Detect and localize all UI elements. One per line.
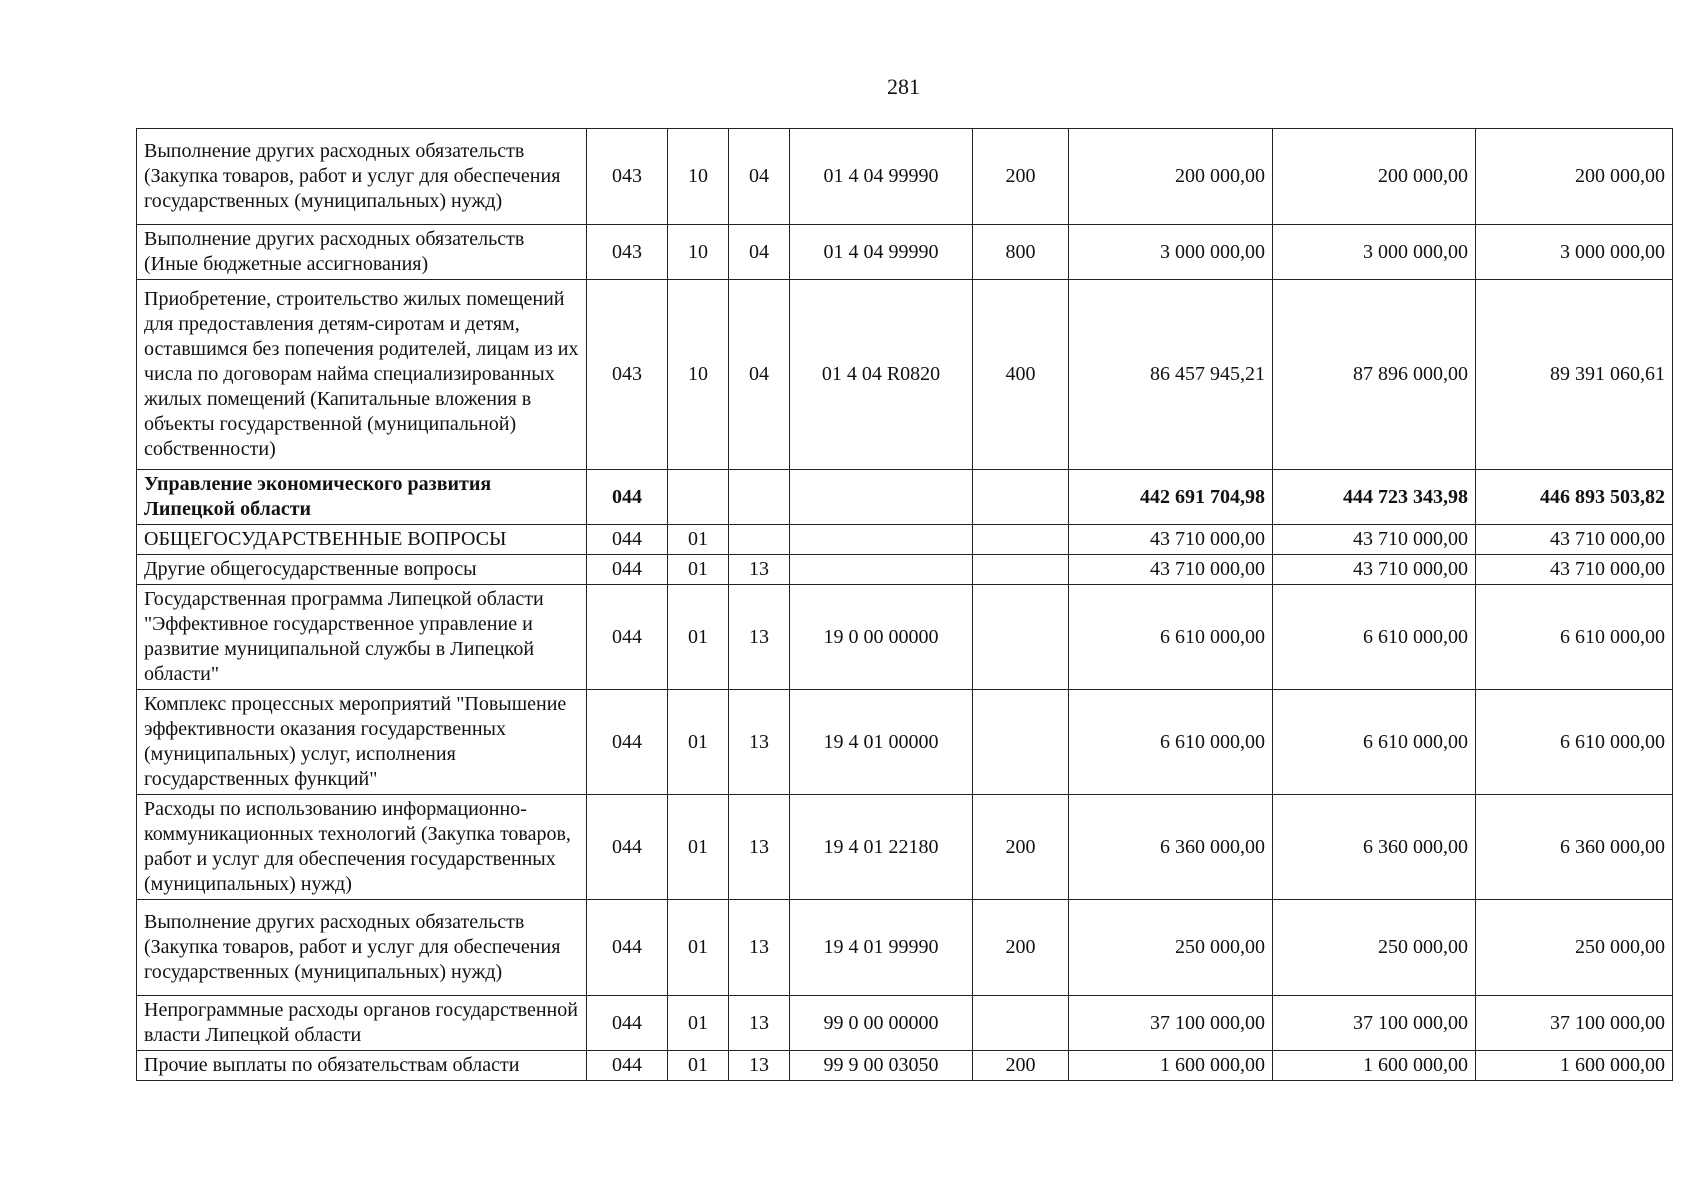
row-department-code: 044 bbox=[587, 585, 668, 690]
row-department-code: 043 bbox=[587, 280, 668, 470]
row-expense-type-code: 200 bbox=[973, 1051, 1069, 1081]
row-subsection-code: 13 bbox=[729, 1051, 790, 1081]
row-expense-type-code bbox=[973, 585, 1069, 690]
row-amount-year3: 43 710 000,00 bbox=[1476, 555, 1673, 585]
row-section-code: 10 bbox=[668, 280, 729, 470]
row-amount-year3: 6 610 000,00 bbox=[1476, 585, 1673, 690]
row-name: Выполнение других расходных обязательств (Закупка товаров, работ и услуг для обеспечения государственных (муниципальных) нужд) bbox=[137, 900, 587, 996]
row-department-code: 044 bbox=[587, 996, 668, 1051]
row-amount-year3: 6 360 000,00 bbox=[1476, 795, 1673, 900]
row-target-article-code: 19 4 01 00000 bbox=[790, 690, 973, 795]
row-name: Государственная программа Липецкой области "Эффективное государственное управление и развитие муниципальной службы в Липецкой области" bbox=[137, 585, 587, 690]
row-amount-year3: 89 391 060,61 bbox=[1476, 280, 1673, 470]
row-amount-year1: 3 000 000,00 bbox=[1069, 225, 1273, 280]
row-name: Расходы по использованию информационно-коммуникационных технологий (Закупка товаров, работ и услуг для обеспечения государственных (муниципальных) нужд) bbox=[137, 795, 587, 900]
row-amount-year1: 442 691 704,98 bbox=[1069, 470, 1273, 525]
table-row bbox=[137, 795, 1673, 900]
row-section-code: 01 bbox=[668, 585, 729, 690]
row-amount-year3: 6 610 000,00 bbox=[1476, 690, 1673, 795]
row-amount-year1: 1 600 000,00 bbox=[1069, 1051, 1273, 1081]
row-name: Приобретение, строительство жилых помещений для предоставления детям-сиротам и детям, оставшимся без попечения родителей, лицам из их числа по договорам найма специализированных жилых помещений (Капитальные вложения в объекты государственной (муниципальной) собственности) bbox=[137, 280, 587, 470]
row-expense-type-code bbox=[973, 470, 1069, 525]
row-amount-year1: 6 610 000,00 bbox=[1069, 585, 1273, 690]
row-expense-type-code bbox=[973, 996, 1069, 1051]
row-expense-type-code: 400 bbox=[973, 280, 1069, 470]
row-department-code: 044 bbox=[587, 525, 668, 555]
row-department-code: 044 bbox=[587, 555, 668, 585]
table-row bbox=[137, 900, 1673, 996]
row-amount-year2: 43 710 000,00 bbox=[1273, 525, 1476, 555]
row-section-code: 01 bbox=[668, 795, 729, 900]
row-expense-type-code: 200 bbox=[973, 900, 1069, 996]
row-amount-year2: 43 710 000,00 bbox=[1273, 555, 1476, 585]
row-name: Другие общегосударственные вопросы bbox=[137, 555, 587, 585]
row-amount-year1: 86 457 945,21 bbox=[1069, 280, 1273, 470]
row-amount-year3: 446 893 503,82 bbox=[1476, 470, 1673, 525]
row-expense-type-code bbox=[973, 525, 1069, 555]
row-amount-year1: 43 710 000,00 bbox=[1069, 555, 1273, 585]
row-name: Непрограммные расходы органов государственной власти Липецкой области bbox=[137, 996, 587, 1051]
row-amount-year2: 6 360 000,00 bbox=[1273, 795, 1476, 900]
row-department-code: 043 bbox=[587, 225, 668, 280]
row-subsection-code: 04 bbox=[729, 280, 790, 470]
row-department-code: 043 bbox=[587, 129, 668, 225]
row-target-article-code: 99 0 00 00000 bbox=[790, 996, 973, 1051]
row-expense-type-code: 800 bbox=[973, 225, 1069, 280]
row-amount-year3: 250 000,00 bbox=[1476, 900, 1673, 996]
row-amount-year1: 250 000,00 bbox=[1069, 900, 1273, 996]
row-name: Выполнение других расходных обязательств (Закупка товаров, работ и услуг для обеспечения государственных (муниципальных) нужд) bbox=[137, 129, 587, 225]
row-amount-year1: 6 610 000,00 bbox=[1069, 690, 1273, 795]
row-amount-year2: 250 000,00 bbox=[1273, 900, 1476, 996]
table-row bbox=[137, 225, 1673, 280]
row-target-article-code: 19 4 01 99990 bbox=[790, 900, 973, 996]
table-row bbox=[137, 280, 1673, 470]
row-target-article-code: 99 9 00 03050 bbox=[790, 1051, 973, 1081]
row-subsection-code: 04 bbox=[729, 225, 790, 280]
row-amount-year2: 444 723 343,98 bbox=[1273, 470, 1476, 525]
row-department-code: 044 bbox=[587, 470, 668, 525]
row-amount-year1: 6 360 000,00 bbox=[1069, 795, 1273, 900]
row-subsection-code: 13 bbox=[729, 900, 790, 996]
row-name: Выполнение других расходных обязательств (Иные бюджетные ассигнования) bbox=[137, 225, 587, 280]
row-amount-year1: 37 100 000,00 bbox=[1069, 996, 1273, 1051]
row-amount-year3: 1 600 000,00 bbox=[1476, 1051, 1673, 1081]
row-target-article-code: 01 4 04 R0820 bbox=[790, 280, 973, 470]
row-subsection-code: 13 bbox=[729, 996, 790, 1051]
row-target-article-code bbox=[790, 470, 973, 525]
row-subsection-code: 13 bbox=[729, 690, 790, 795]
row-expense-type-code: 200 bbox=[973, 129, 1069, 225]
row-section-code: 10 bbox=[668, 129, 729, 225]
row-department-code: 044 bbox=[587, 795, 668, 900]
row-department-code: 044 bbox=[587, 690, 668, 795]
table-row bbox=[137, 690, 1673, 795]
row-section-code: 01 bbox=[668, 1051, 729, 1081]
row-section-code bbox=[668, 470, 729, 525]
row-subsection-code: 13 bbox=[729, 585, 790, 690]
row-target-article-code bbox=[790, 525, 973, 555]
row-section-code: 01 bbox=[668, 900, 729, 996]
table-row bbox=[137, 1051, 1673, 1081]
row-target-article-code bbox=[790, 555, 973, 585]
table-body bbox=[137, 129, 1673, 1081]
row-subsection-code bbox=[729, 470, 790, 525]
row-expense-type-code bbox=[973, 690, 1069, 795]
row-amount-year2: 1 600 000,00 bbox=[1273, 1051, 1476, 1081]
row-amount-year2: 87 896 000,00 bbox=[1273, 280, 1476, 470]
row-subsection-code: 13 bbox=[729, 795, 790, 900]
table-row bbox=[137, 525, 1673, 555]
row-subsection-code: 04 bbox=[729, 129, 790, 225]
row-amount-year2: 37 100 000,00 bbox=[1273, 996, 1476, 1051]
row-expense-type-code bbox=[973, 555, 1069, 585]
row-target-article-code: 01 4 04 99990 bbox=[790, 225, 973, 280]
table-row bbox=[137, 129, 1673, 225]
row-amount-year1: 200 000,00 bbox=[1069, 129, 1273, 225]
row-subsection-code bbox=[729, 525, 790, 555]
row-department-code: 044 bbox=[587, 900, 668, 996]
row-amount-year3: 43 710 000,00 bbox=[1476, 525, 1673, 555]
table-row bbox=[137, 585, 1673, 690]
table-row bbox=[137, 470, 1673, 525]
row-subsection-code: 13 bbox=[729, 555, 790, 585]
row-section-code: 01 bbox=[668, 996, 729, 1051]
row-section-code: 01 bbox=[668, 525, 729, 555]
row-target-article-code: 01 4 04 99990 bbox=[790, 129, 973, 225]
row-section-code: 10 bbox=[668, 225, 729, 280]
row-amount-year2: 6 610 000,00 bbox=[1273, 690, 1476, 795]
page-number: 281 bbox=[887, 74, 920, 99]
row-name: Управление экономического развития Липецкой области bbox=[137, 470, 587, 525]
row-amount-year2: 200 000,00 bbox=[1273, 129, 1476, 225]
table-row bbox=[137, 996, 1673, 1051]
row-amount-year2: 3 000 000,00 bbox=[1273, 225, 1476, 280]
row-target-article-code: 19 4 01 22180 bbox=[790, 795, 973, 900]
table-row bbox=[137, 555, 1673, 585]
row-department-code: 044 bbox=[587, 1051, 668, 1081]
row-section-code: 01 bbox=[668, 690, 729, 795]
budget-table bbox=[136, 128, 1673, 1081]
row-expense-type-code: 200 bbox=[973, 795, 1069, 900]
row-amount-year3: 37 100 000,00 bbox=[1476, 996, 1673, 1051]
row-amount-year1: 43 710 000,00 bbox=[1069, 525, 1273, 555]
row-target-article-code: 19 0 00 00000 bbox=[790, 585, 973, 690]
row-amount-year3: 3 000 000,00 bbox=[1476, 225, 1673, 280]
row-amount-year2: 6 610 000,00 bbox=[1273, 585, 1476, 690]
row-amount-year3: 200 000,00 bbox=[1476, 129, 1673, 225]
row-section-code: 01 bbox=[668, 555, 729, 585]
row-name: ОБЩЕГОСУДАРСТВЕННЫЕ ВОПРОСЫ bbox=[137, 525, 587, 555]
row-name: Прочие выплаты по обязательствам области bbox=[137, 1051, 587, 1081]
row-name: Комплекс процессных мероприятий "Повышение эффективности оказания государственных (муниципальных) услуг, исполнения государственных функций" bbox=[137, 690, 587, 795]
